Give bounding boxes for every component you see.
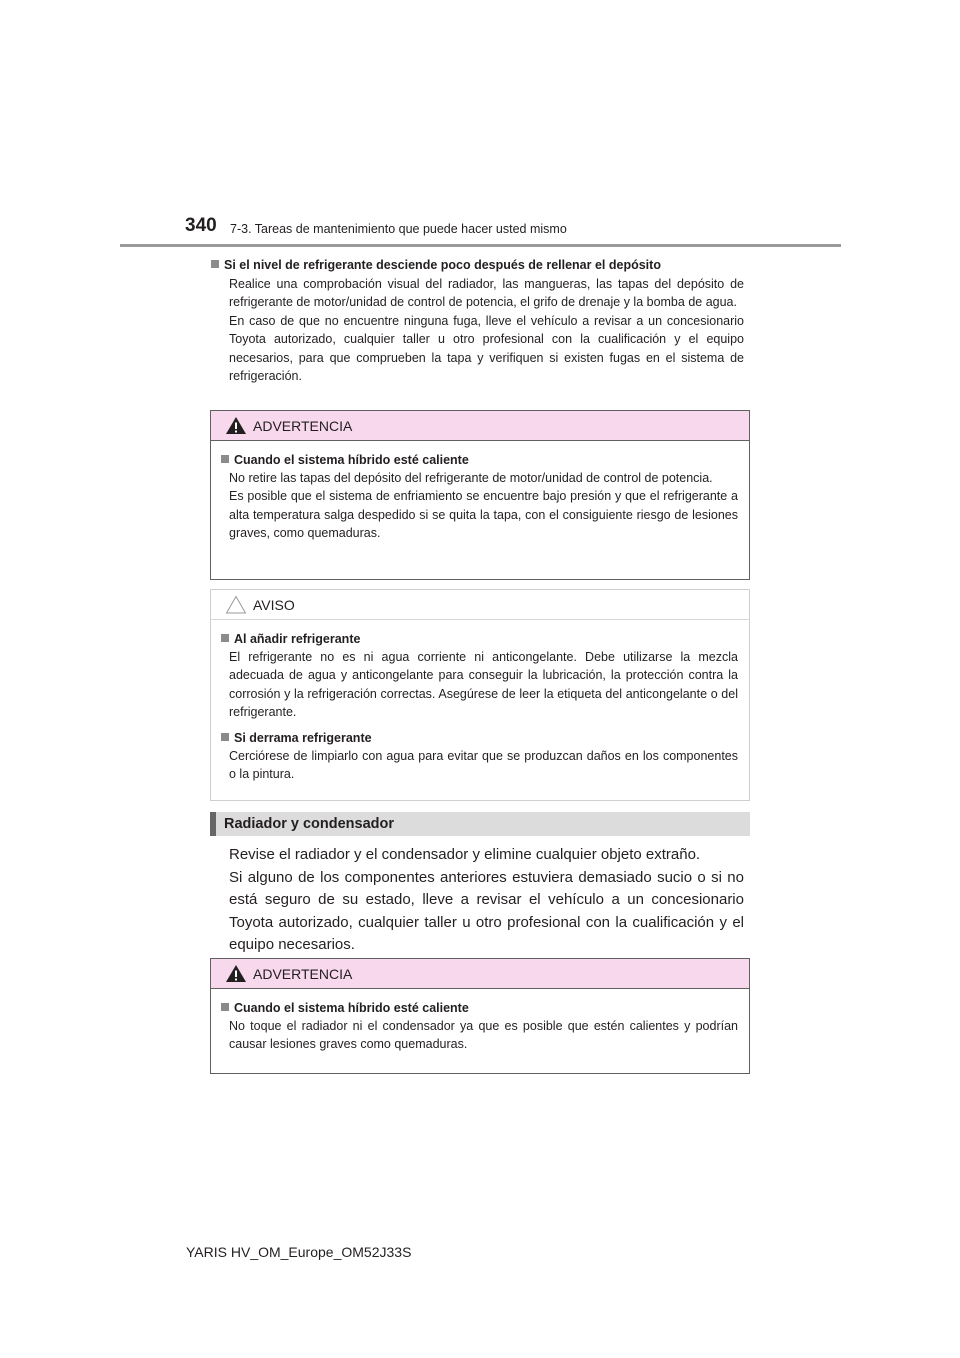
caution-box-content [211, 620, 749, 783]
paragraph: El refrigerante no es ni agua corriente ni anticongelante. Debe utilizarse la mezcla adecuada de agua y anticongelante para conseguir la lubricación, la protección contra la corrosión y la refrigeración correctas. Asegúrese de leer la etiqueta del anticongelante o del refrigerante. [229, 650, 738, 720]
warning-triangle-icon [225, 416, 247, 435]
paragraph: Realice una comprobación visual del radiador, las mangueras, las tapas del depósito de refrigerante de motor/unidad de control de potencia, el grifo de drenaje y la bomba de agua. [229, 277, 744, 310]
square-bullet-icon [221, 455, 229, 463]
caution-item-heading-text: Al añadir refrigerante [234, 632, 361, 646]
paragraph: No retire las tapas del depósito del refrigerante de motor/unidad de control de potencia. [229, 471, 713, 485]
warning-item-heading [221, 451, 738, 469]
square-bullet-icon [221, 1003, 229, 1011]
section-header: 7-3. Tareas de mantenimiento que puede hacer usted mismo [230, 222, 567, 236]
warning-box [210, 958, 750, 1074]
radiator-section-body [229, 844, 744, 957]
paragraph: En caso de que no encuentre ninguna fuga, lleve el vehículo a revisar a un concesionario Toyota autorizado, cualquier taller u otro profesional con la cualificación y el equipo necesarios, para que comprueben la tapa y verifiquen si existen fugas en el sistema de refrigeración. [229, 313, 744, 384]
document-code: YARIS HV_OM_Europe_OM52J33S [186, 1244, 412, 1260]
caution-item-heading-text: Si derrama refrigerante [234, 730, 372, 745]
warning-box-content [211, 441, 749, 543]
square-bullet-icon [211, 260, 219, 268]
warning-item-heading-text: Cuando el sistema híbrido esté caliente [234, 1001, 469, 1015]
paragraph: No toque el radiador ni el condensador ya que es posible que estén calientes y podrían causar lesiones graves como quemaduras. [229, 1019, 738, 1052]
warning-box-title: ADVERTENCIA [253, 417, 353, 434]
paragraph: Revise el radiador y el condensador y elimine cualquier objeto extraño. [229, 846, 701, 863]
warning-box-content [211, 989, 749, 1054]
caution-box [210, 589, 750, 801]
top-note-heading-text: Si el nivel de refrigerante desciende poco después de rellenar el depósito [224, 258, 661, 272]
square-bullet-icon [221, 634, 229, 642]
square-bullet-icon [221, 733, 229, 741]
warning-box-header [211, 959, 749, 989]
top-note-heading [211, 256, 751, 274]
caution-item-heading [221, 729, 738, 747]
section-title: Radiador y condensador [224, 816, 395, 832]
paragraph: Cerciórese de limpiarlo con agua para evitar que se produzcan daños en los componentes o la pintura. [229, 748, 738, 782]
warning-box [210, 410, 750, 580]
page-number: 340 [185, 215, 217, 236]
warning-triangle-icon [225, 964, 247, 983]
warning-item-heading [221, 999, 738, 1017]
paragraph: Es posible que el sistema de enfriamiento se encuentre bajo presión y que el refrigerante a alta temperatura salga despedido si se quita la tapa, con el consiguiente riesgo de lesiones graves, como quemaduras. [229, 489, 738, 541]
caution-triangle-icon [225, 595, 247, 614]
caution-item-heading [221, 630, 738, 648]
top-note-body [229, 275, 744, 385]
warning-box-header [211, 411, 749, 441]
warning-box-title: ADVERTENCIA [253, 965, 353, 982]
caution-box-header [211, 590, 749, 620]
warning-item-heading-text: Cuando el sistema híbrido esté caliente [234, 453, 469, 467]
caution-box-title: AVISO [253, 596, 295, 613]
section-heading-bar [210, 812, 750, 836]
header-divider [120, 244, 841, 247]
paragraph: Si alguno de los componentes anteriores estuviera demasiado sucio o si no está seguro de su estado, lleve a revisar el vehículo a un concesionario Toyota autorizado, cualquier taller u otro profesional con la cualificación y el equipo necesarios. [229, 868, 744, 953]
